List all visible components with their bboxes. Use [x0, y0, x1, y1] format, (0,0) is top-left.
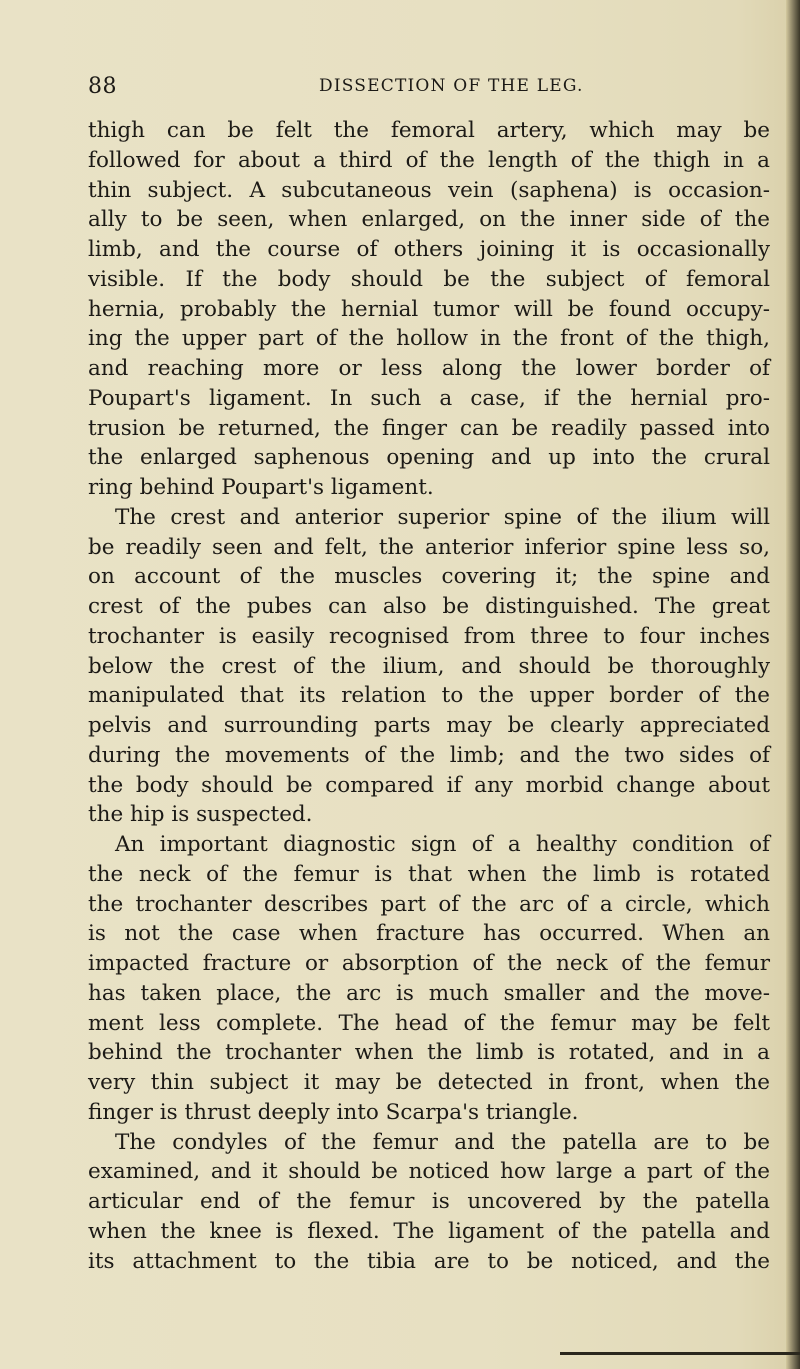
body-text — [88, 116, 770, 1276]
running-head — [88, 74, 768, 104]
text-line: followed for about a third of the length of the thigh in a — [88, 147, 770, 173]
text-line: An important diagnostic sign of a healthy condition of — [115, 832, 770, 857]
text-line: impacted fracture or absorption of the neck of the femur — [88, 951, 770, 976]
page-bottom-edge — [560, 1352, 800, 1355]
text-line: the hip is suspected. — [88, 802, 313, 828]
text-line: ing the upper part of the hollow in the front of the thigh, — [88, 326, 770, 352]
text-line: crest of the pubes can also be distinguished. The great — [88, 594, 770, 619]
text-line: ring behind Poupart's ligament. — [88, 475, 434, 500]
text-line: articular end of the femur is uncovered by the patella — [88, 1189, 770, 1214]
text-line: when the knee is flexed. The ligament of the patella and — [88, 1218, 770, 1244]
text-line: be readily seen and felt, the anterior inferior spine less so, — [88, 534, 770, 560]
text-line: behind the trochanter when the limb is rotated, and in a — [88, 1040, 770, 1066]
text-line: pelvis and surrounding parts may be clearly appreciated — [88, 713, 770, 738]
text-line: The condyles of the femur and the patella are to be — [115, 1129, 770, 1155]
page-edge-shadow — [786, 0, 800, 1369]
text-line: and reaching more or less along the lower border of — [88, 356, 770, 381]
text-line: thigh can be felt the femoral artery, which may be — [88, 118, 770, 143]
page-number: 88 — [88, 74, 117, 99]
text-line: its attachment to the tibia are to be noticed, and the — [88, 1248, 770, 1274]
text-line: Poupart's ligament. In such a case, if the hernial pro- — [88, 385, 770, 411]
text-line: trochanter is easily recognised from three to four inches — [88, 623, 770, 649]
text-line: below the crest of the ilium, and should be thoroughly — [88, 653, 770, 679]
text-line: finger is thrust deeply into Scarpa's triangle. — [88, 1099, 579, 1125]
text-line: the enlarged saphenous opening and up into the crural — [88, 445, 770, 471]
text-line: the body should be compared if any morbid change about — [88, 772, 770, 798]
text-line: examined, and it should be noticed how large a part of the — [88, 1159, 770, 1185]
text-line: trusion be returned, the finger can be readily passed into — [88, 415, 770, 441]
text-line: the trochanter describes part of the arc of a circle, which — [88, 891, 770, 917]
text-line: on account of the muscles covering it; the spine and — [88, 564, 770, 590]
text-line: hernia, probably the hernial tumor will be found occupy- — [88, 296, 770, 322]
text-line: thin subject. A subcutaneous vein (saphena) is occasion- — [88, 177, 770, 203]
text-line: very thin subject it may be detected in front, when the — [88, 1070, 770, 1095]
text-line: is not the case when fracture has occurred. When an — [88, 921, 770, 947]
text-line: visible. If the body should be the subject of femoral — [88, 266, 770, 292]
text-line: the neck of the femur is that when the limb is rotated — [88, 861, 770, 887]
text-line: ment less complete. The head of the femur may be felt — [88, 1010, 770, 1036]
text-line: ally to be seen, when enlarged, on the inner side of the — [88, 207, 770, 233]
text-line: The crest and anterior superior spine of the ilium will — [115, 504, 770, 530]
header-title: DISSECTION OF THE LEG. — [319, 76, 584, 96]
text-line: manipulated that its relation to the upper border of the — [88, 683, 770, 709]
text-line: limb, and the course of others joining it is occasionally — [88, 237, 770, 262]
text-line: during the movements of the limb; and the two sides of — [88, 742, 770, 768]
text-line: has taken place, the arc is much smaller and the move- — [88, 980, 770, 1006]
